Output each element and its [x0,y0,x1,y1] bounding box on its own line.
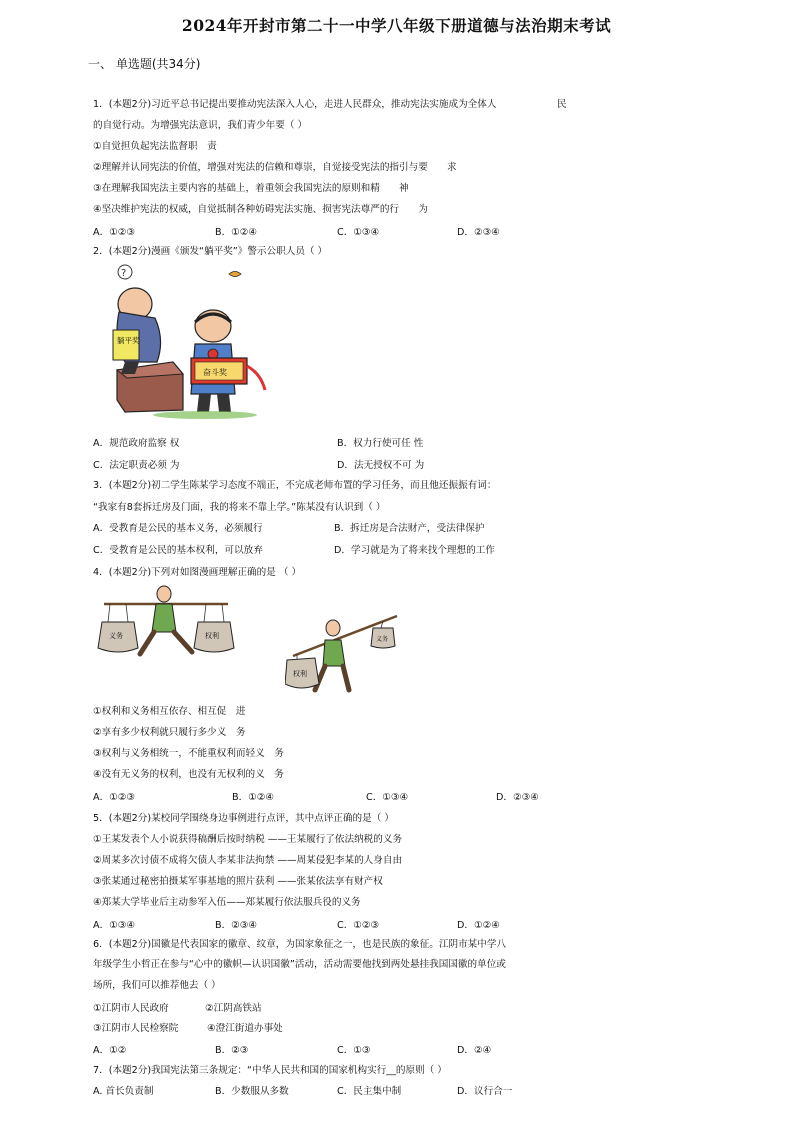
q2-option-a[interactable]: A．规范政府监察 权 [93,438,180,449]
q6-stem-line1: 6．(本题2分)国徽是代表国家的徽章、纹章，为国家象征之一，也是民族的象征。江阴市某中学八 [93,939,507,950]
q5-option-a[interactable]: A．①③④ [93,920,135,931]
q1-option-b[interactable]: B．①②④ [215,227,257,238]
lying-flat-award-sign [113,330,139,360]
q4-item-2: ②享有多少权利就只履行多少义 务 [93,727,246,738]
q7-option-c[interactable]: C．民主集中制 [337,1086,402,1097]
duty-sack-left-label: 义务 [109,632,123,640]
q2-option-b[interactable]: B．权力行使可任 性 [337,438,424,449]
q3-stem-line1: 3．(本题2分)初二学生陈某学习态度不端正，不完成老师布置的学习任务，而且他还振振有词： [93,480,497,491]
q1-option-a[interactable]: A．①②③ [93,227,135,238]
q6-item-1: ①江阴市人民政府 [93,1003,169,1014]
q5-item-2: ②周某多次讨债不成将欠债人李某非法拘禁 ——周某侵犯李某的人身自由 [93,855,403,866]
q2-stem: 2．(本题2分)漫画《颁发“躺平奖”》警示公职人员（ ） [93,246,328,257]
duty-sack-right-label: 义务 [376,636,389,643]
q1-stem-line1-tail: 民 [557,99,567,110]
q5-item-1: ①王某发表个人小说获得稿酬后按时纳税 ——王某履行了依法纳税的义务 [93,834,403,845]
right-sack-heavy-label: 权利 [293,670,307,678]
q3-option-c[interactable]: C．受教育是公民的基本权利，可以放弃 [93,545,263,556]
q3-option-a[interactable]: A．受教育是公民的基本义务，必须履行 [93,523,263,534]
q4-item-1: ①权利和义务相互依存、相互促 进 [93,706,246,717]
q5-stem: 5．(本题2分)某校同学围绕身边事例进行点评，其中点评正确的是（ ） [93,813,394,824]
q4-option-b[interactable]: B．①②④ [232,792,274,803]
q2-option-d[interactable]: D．法无授权不可 为 [337,460,425,471]
q1-stem-line2: 的自觉行动。为增强宪法意识，我们青少年要（ ） [93,120,308,131]
carrier-head [326,620,340,636]
q4-item-3: ③权利与义务相统一，不能重权利而轻义 务 [93,748,284,759]
q7-option-d[interactable]: D．议行合一 [457,1086,513,1097]
q4-option-d[interactable]: D．②③④ [496,792,539,803]
q6-stem-line3: 场所，我们可以推荐他去（ ） [93,980,221,991]
q4-option-c[interactable]: C．①③④ [366,792,409,803]
section-heading: 一、 单选题(共34分) [88,57,201,71]
q5-option-b[interactable]: B．②③④ [215,920,257,931]
q2-option-c[interactable]: C．法定职责必须 为 [93,460,180,471]
q6-option-a[interactable]: A．①② [93,1045,127,1056]
q3-option-b[interactable]: B．拆迁房是合法财产，受法律保护 [334,523,485,534]
q5-item-3: ③张某通过秘密拍摄某军事基地的照片获利 ——张某依法享有财产权 [93,876,383,887]
q4-item-4: ④没有无义务的权利，也没有无权利的义 务 [93,769,284,780]
q1-option-c[interactable]: C．①③④ [337,227,380,238]
q3-stem-line2: “我家有8套拆迁房及门面，我的将来不靠上学。”陈某没有认识到（ ） [93,502,386,513]
q6-option-c[interactable]: C．①③ [337,1045,371,1056]
q6-option-d[interactable]: D．②④ [457,1045,492,1056]
q6-option-b[interactable]: B．②③ [215,1045,249,1056]
award-cartoon-illustration [95,262,275,422]
q1-option-d[interactable]: D．②③④ [457,227,500,238]
q6-item-3: ③江阴市人民检察院 [93,1023,179,1034]
q7-stem: 7．(本题2分)我国宪法第三条规定：“中华人民共和国的国家机构实行__的原则（ ） [93,1065,447,1076]
svg-text:?: ? [121,268,127,279]
striving-award-label: 奋斗奖 [203,368,227,377]
q4-option-a[interactable]: A．①②③ [93,792,135,803]
walker-head [157,586,171,602]
q1-item-1: ①自觉担负起宪法监督职 责 [93,141,217,152]
q1-item-2: ②理解并认同宪法的价值，增强对宪法的信赖和尊崇，自觉接受宪法的指引与要 求 [93,162,457,173]
q3-option-d[interactable]: D．学习就是为了将来找个理想的工作 [334,545,495,556]
q5-item-4: ④郑某大学毕业后主动参军入伍——郑某履行依法服兵役的义务 [93,897,361,908]
q5-option-d[interactable]: D．①②④ [457,920,500,931]
unbalanced-pole-cartoon [285,610,405,694]
q6-item-4: ④澄江街道办事处 [207,1023,283,1034]
q7-option-b[interactable]: B．少数服从多数 [215,1086,289,1097]
q6-stem-line2: 年级学生小哲正在参与“心中的徽帜—认识国徽”活动，活动需要他找到两处悬挂我国国徽的单位或 [93,959,506,970]
lying-flat-award-label: 躺平奖 [117,336,140,345]
q7-option-a[interactable]: A. 首长负责制 [93,1086,154,1097]
q6-item-2: ②江阴高铁站 [205,1003,262,1014]
balanced-pole-cartoon [96,582,236,664]
q1-item-3: ③在理解我国宪法主要内容的基础上，着重领会我国宪法的原则和精 神 [93,183,409,194]
page-title: 2024年开封市第二十一中学八年级下册道德与法治期末考试 [181,16,612,35]
right-sack-left-label: 权利 [205,632,219,640]
q5-option-c[interactable]: C．①②③ [337,920,380,931]
q1-item-4: ④坚决维护宪法的权威，自觉抵制各种妨碍宪法实施、损害宪法尊严的行 为 [93,204,428,215]
q1-stem-line1: 1．(本题2分)习近平总书记提出要推动宪法深入人心，走进人民群众，推动宪法实施成为全体人 [93,99,497,110]
q4-stem: 4．(本题2分)下列对如图漫画理解正确的是 （ ） [93,567,302,578]
